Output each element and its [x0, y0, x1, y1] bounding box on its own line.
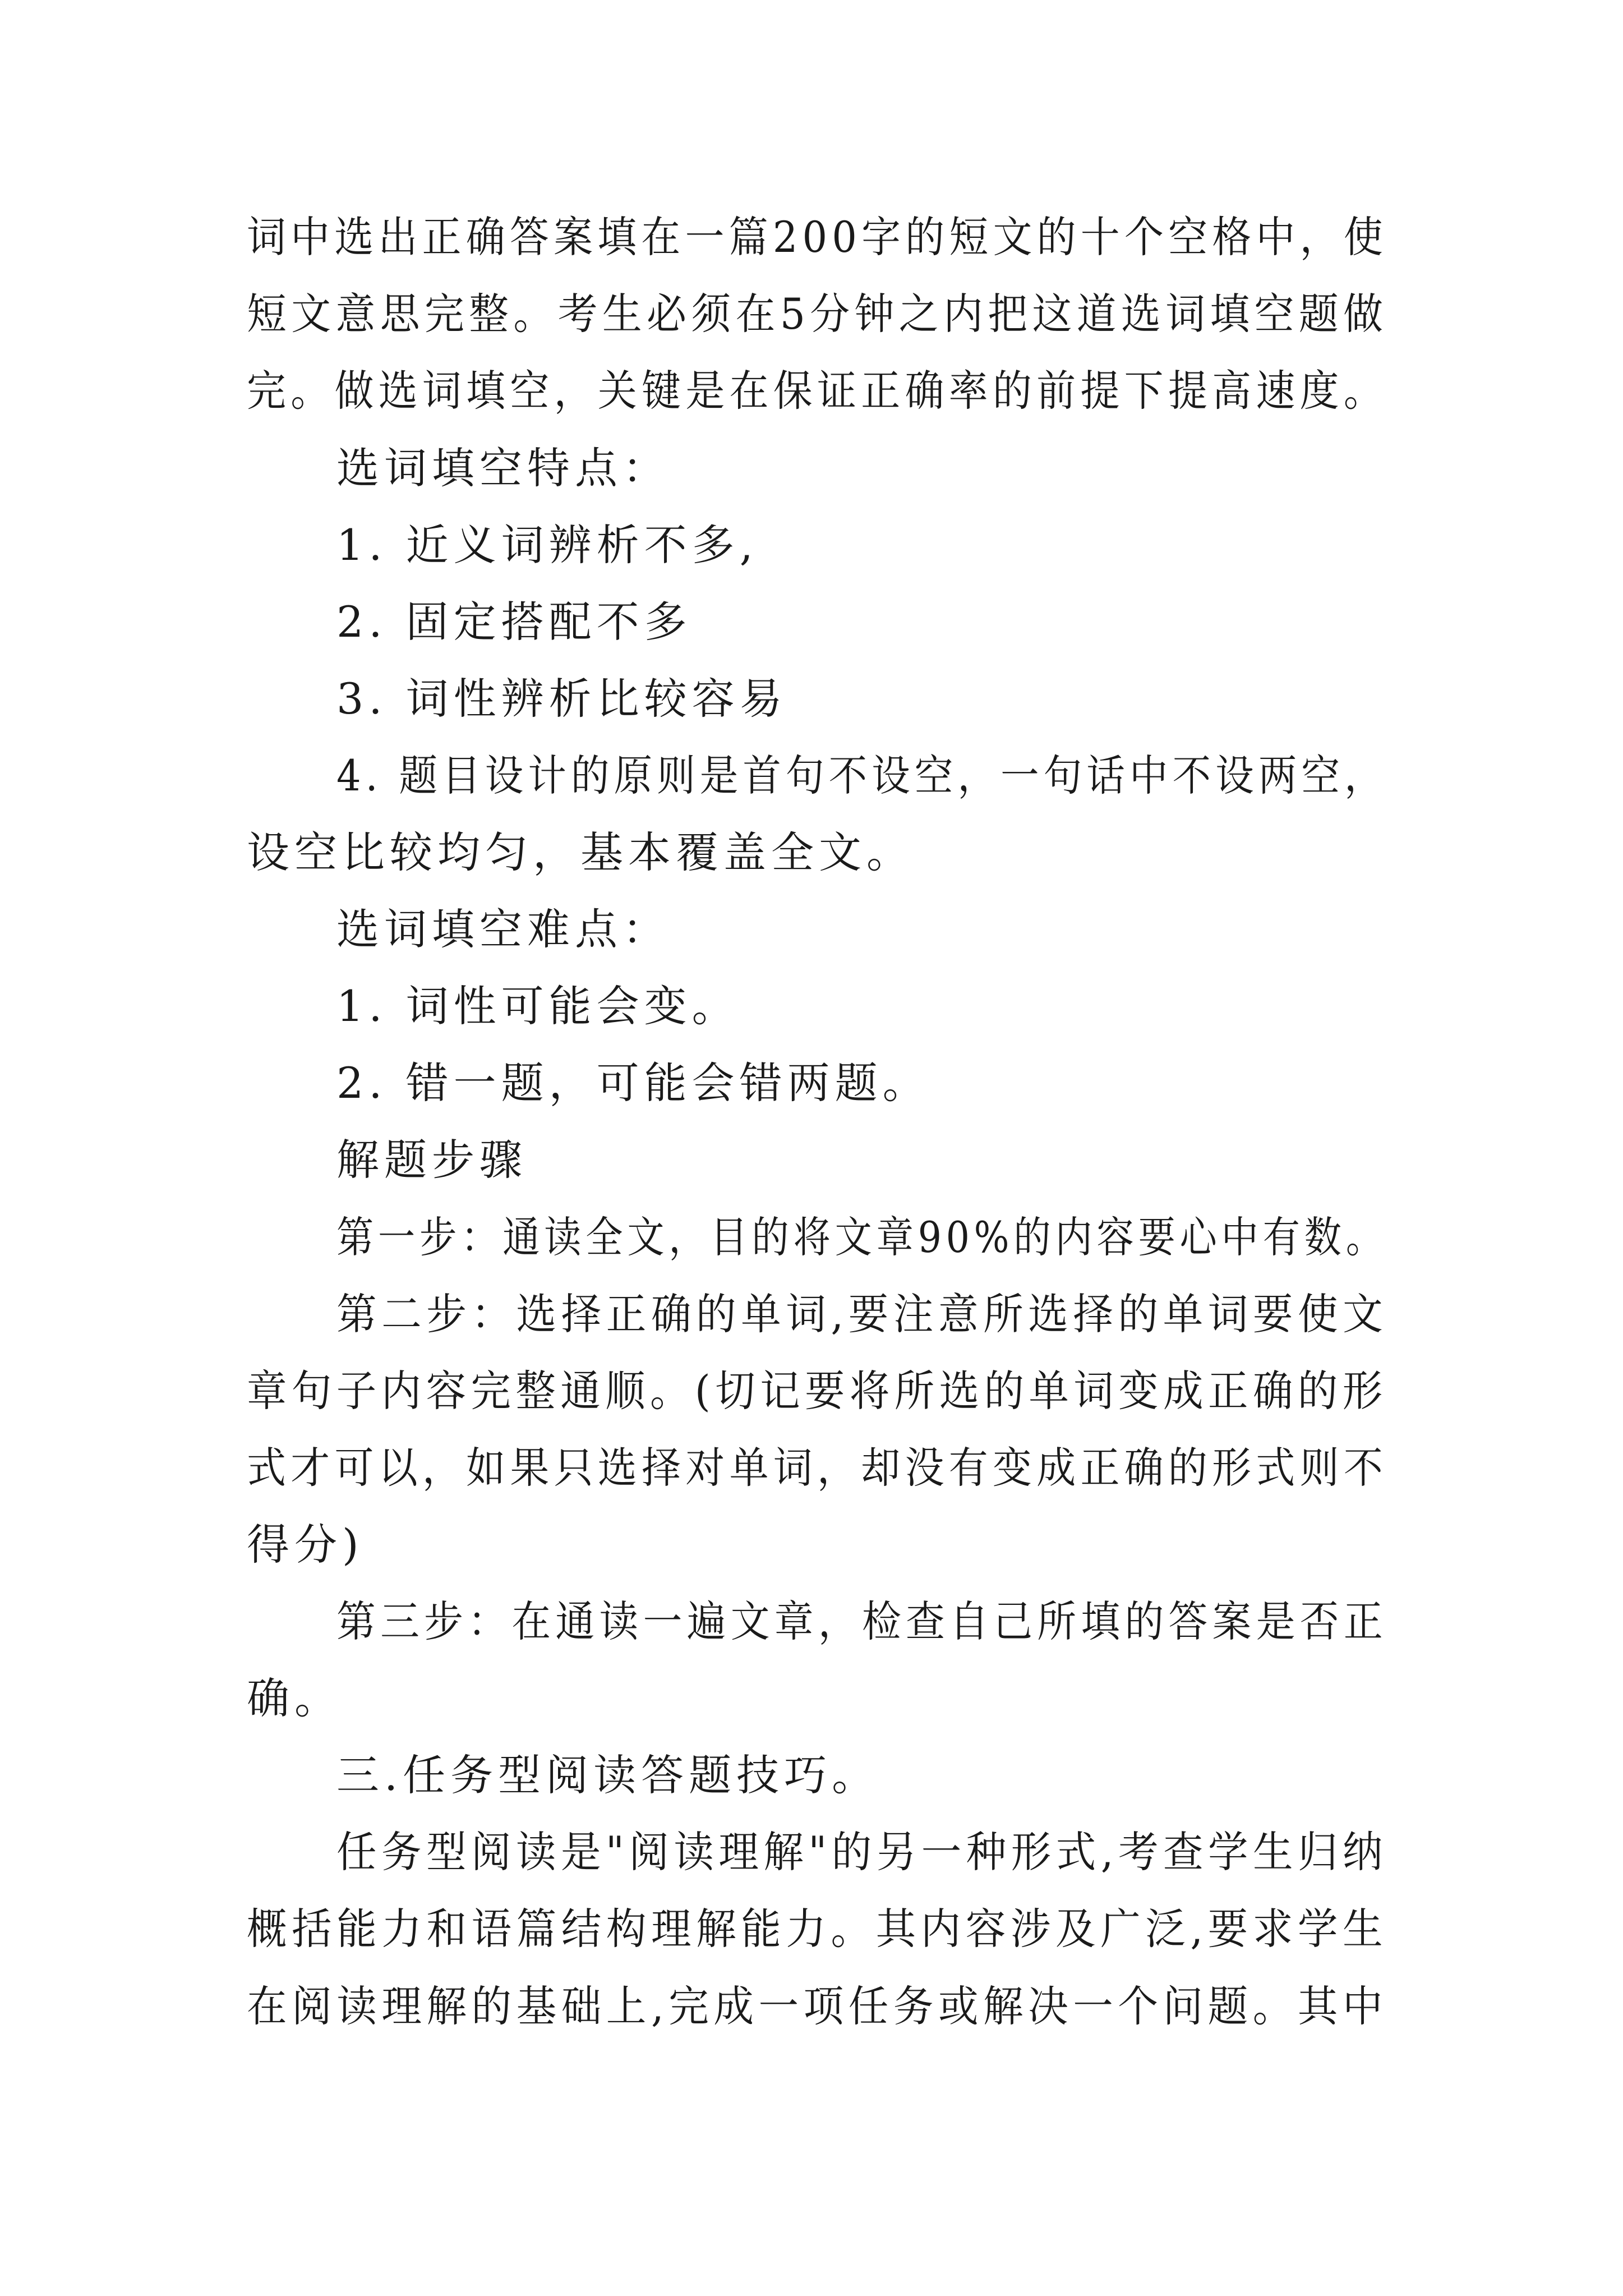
text-line: 第二步：选择正确的单词,要注意所选择的单词要使文: [336, 1289, 1388, 1339]
section-heading: 选词填空特点：: [336, 443, 670, 493]
text-line: 确。: [247, 1673, 342, 1723]
list-item: 3. 词性辨析比较容易: [336, 674, 787, 724]
text-line: 完。做选词填空，关键是在保证正确率的前提下提高速度。: [247, 366, 1388, 416]
text-line: 式才可以，如果只选择对单词，却没有变成正确的形式则不: [247, 1443, 1388, 1493]
text-line: 第三步：在通读一遍文章，检查自己所填的答案是否正: [336, 1596, 1387, 1646]
section-heading: 选词填空难点：: [336, 904, 670, 954]
section-heading: 三.任务型阅读答题技巧。: [336, 1750, 880, 1800]
section-heading: 解题步骤: [336, 1135, 527, 1185]
list-item: 2. 固定搭配不多: [336, 597, 692, 647]
list-item: 1. 近义词辨析不多,: [336, 520, 758, 570]
text-line: 词中选出正确答案填在一篇200字的短文的十个空格中，使: [247, 212, 1387, 262]
text-line: 任务型阅读是"阅读理解"的另一种形式,考查学生归纳: [336, 1827, 1388, 1877]
text-line: 第一步：通读全文，目的将文章90%的内容要心中有数。: [336, 1212, 1387, 1262]
text-line: 设空比较均匀，基本覆盖全文。: [247, 827, 914, 877]
list-item: 1. 词性可能会变。: [336, 981, 740, 1031]
text-line: 在阅读理解的基础上,完成一项任务或解决一个问题。其中: [247, 1981, 1388, 2031]
list-item: 2. 错一题，可能会错两题。: [336, 1058, 930, 1108]
list-item: 4. 题目设计的原则是首句不设空，一句话中不设两空，: [336, 751, 1387, 800]
text-line: 短文意思完整。考生必须在5分钟之内把这道选词填空题做: [247, 289, 1388, 339]
text-line: 章句子内容完整通顺。(切记要将所选的单词变成正确的形: [247, 1366, 1387, 1416]
text-line: 得分): [247, 1520, 364, 1570]
text-line: 概括能力和语篇结构理解能力。其内容涉及广泛,要求学生: [247, 1904, 1388, 1954]
